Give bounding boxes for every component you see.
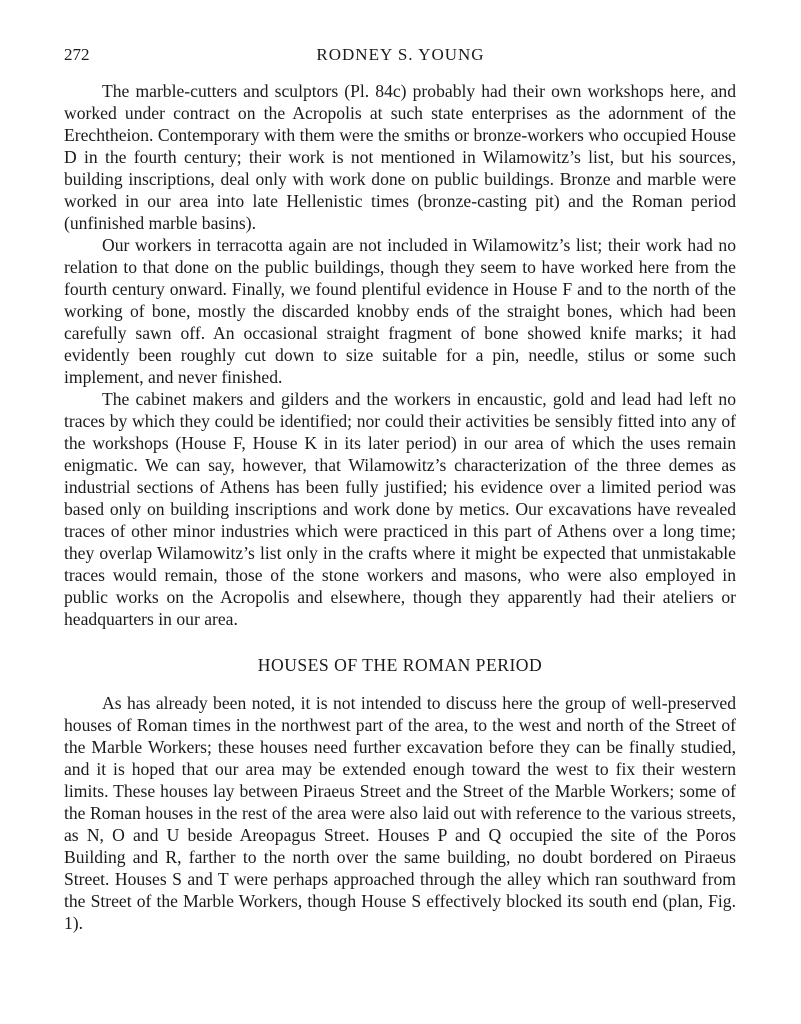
paragraph: The cabinet makers and gilders and the workers in encaustic, gold and lead had left no traces by which they could be identified; nor could their activities be sensibly fitted into any of the workshops (House F, House K in its later period) in our area of which the uses remain enigmatic. We can say, however, that Wilamowitz’s characterization of the three demes as industrial sections of Athens has been fully justified; his evidence over a limited period was based only on building inscriptions and work done by metics. Our excavations have revealed traces of other minor industries which were practiced in this part of Athens over a long time; they overlap Wilamowitz’s list only in the crafts where it might be expected that unmistakable traces would remain, those of the stone workers and masons, who were also employed in public works on the Acropolis and elsewhere, though they apparently had their ateliers or headquarters in our area. [64, 389, 736, 629]
paragraph: Our workers in terracotta again are not included in Wilamowitz’s list; their work had no relation to that done on the public buildings, though they seem to have worked here from the fourth century onward. Finally, we found plentiful evidence in House F and to the north of the working of bone, mostly the discarded knobby ends of the straight bones, which had been carefully sawn off. An occasional straight fragment of bone showed knife marks; it had evidently been roughly cut down to size suitable for a pin, needle, stilus or some such implement, and never finished. [64, 235, 736, 387]
body-text [64, 80, 736, 934]
paragraph: As has already been noted, it is not intended to discuss here the group of well-preserved houses of Roman times in the northwest part of the area, to the west and north of the Street of the Marble Workers; these houses need further excavation before they can be finally studied, and it is hoped that our area may be extended enough toward the west to fix their western limits. These houses lay between Piraeus Street and the Street of the Marble Workers; some of the Roman houses in the rest of the area were also laid out with reference to the various streets, as N, O and U beside Areopagus Street. Houses P and Q occupied the site of the Poros Building and R, farther to the north over the same building, no doubt bordered on Piraeus Street. Houses S and T were perhaps approached through the alley which ran southward from the Street of the Marble Workers, though House S effectively blocked its south end (plan, Fig. 1). [64, 693, 736, 933]
section-heading: HOUSES OF THE ROMAN PERIOD [257, 655, 543, 675]
page-number: 272 [64, 45, 90, 64]
running-head: RODNEY S. YOUNG [316, 45, 485, 64]
paragraph: The marble-cutters and sculptors (Pl. 84c) probably had their own workshops here, and worked under contract on the Acropolis at such state enterprises as the adornment of the Erechtheion. Contemporary with them were the smiths or bronze-workers who occupied House D in the fourth century; their work is not mentioned in Wilamowitz’s list, but his sources, building inscriptions, deal only with work done on public buildings. Bronze and marble were worked in our area into late Hellenistic times (bronze-casting pit) and the Roman period (unfinished marble basins). [64, 81, 736, 233]
